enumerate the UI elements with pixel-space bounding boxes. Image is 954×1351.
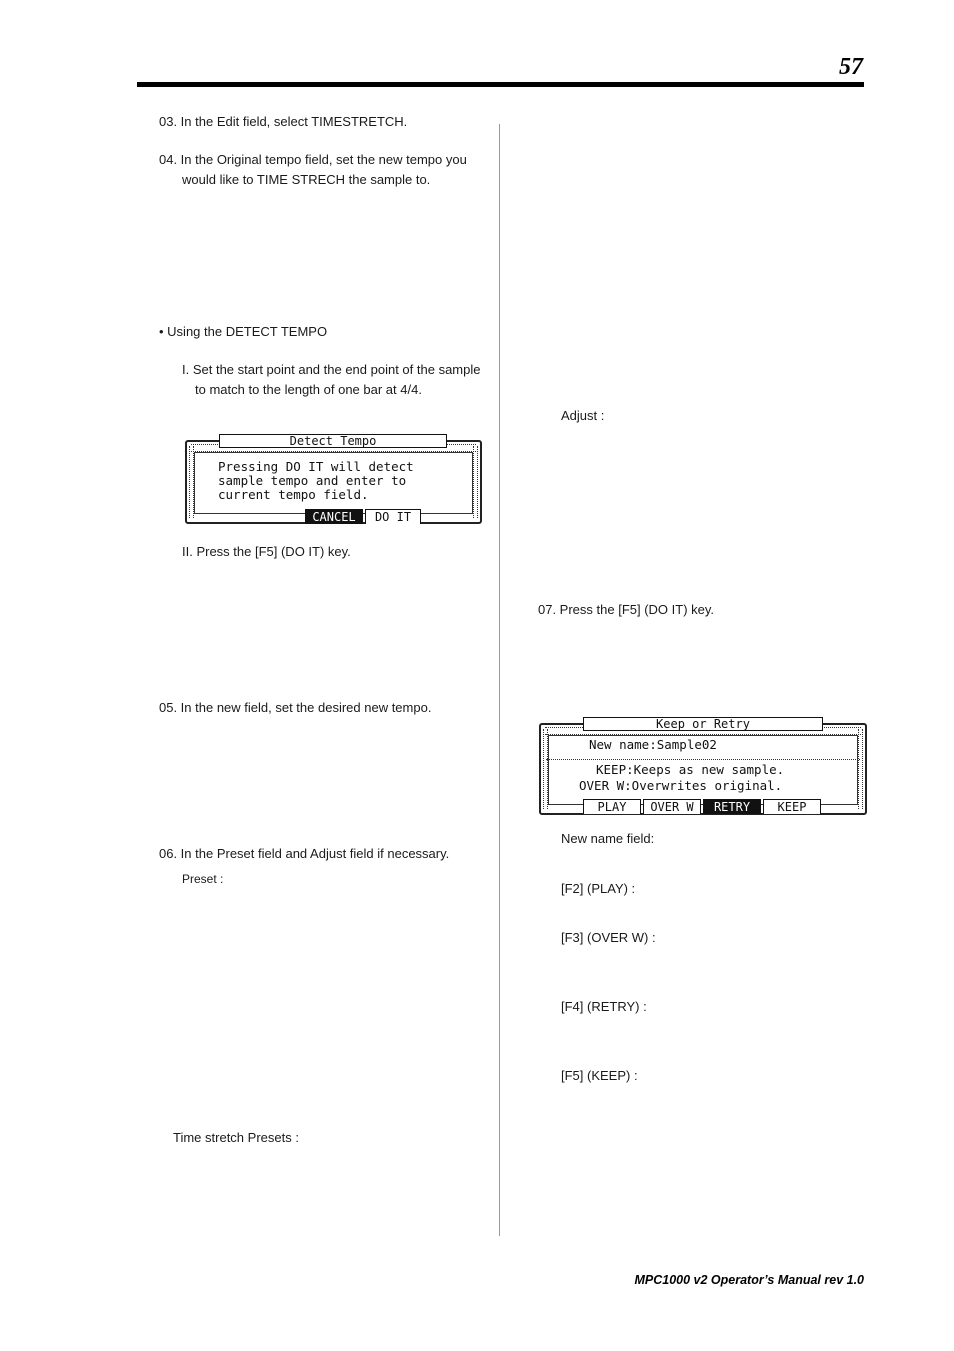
function-key-bar: [583, 799, 823, 814]
step-04-line-1: 04. In the Original tempo field, set the new tempo you: [159, 152, 467, 167]
detect-tempo-bullet: • Using the DETECT TEMPO: [159, 324, 328, 339]
cancel-button[interactable]: CANCEL: [305, 509, 363, 524]
substep-1-line-2: to match to the length of one bar at 4/4.: [195, 382, 422, 397]
preset-label: Preset :: [182, 872, 224, 886]
screen-text-line: current tempo field.: [218, 487, 369, 502]
step-03: 03. In the Edit field, select TIMESTRETCH.: [159, 114, 408, 129]
time-stretch-presets-label: Time stretch Presets :: [173, 1130, 299, 1145]
column-divider: [499, 124, 500, 1236]
keep-button[interactable]: KEEP: [763, 799, 821, 814]
substep-2: II. Press the [F5] (DO IT) key.: [182, 544, 351, 559]
page-number: 57: [839, 54, 863, 80]
manual-footer: MPC1000 v2 Operator’s Manual rev 1.0: [634, 1273, 864, 1287]
keep-description-line: KEEP:Keeps as new sample.: [596, 762, 785, 777]
f5-keep-label: [F5] (KEEP) :: [561, 1068, 638, 1083]
new-name-field-label: New name field:: [561, 831, 655, 846]
over-w-button[interactable]: OVER W: [643, 799, 701, 814]
f4-retry-label: [F4] (RETRY) :: [561, 999, 647, 1014]
over-w-description-line: OVER W:Overwrites original.: [579, 778, 783, 793]
screen-text-line: Pressing DO IT will detect: [218, 459, 414, 474]
step-05: 05. In the new field, set the desired new tempo.: [159, 700, 432, 715]
step-04-line-2: would like to TIME STRECH the sample to.: [182, 172, 431, 187]
play-button[interactable]: PLAY: [583, 799, 641, 814]
detect-tempo-screen: [185, 434, 482, 524]
step-06: 06. In the Preset field and Adjust field if necessary.: [159, 846, 450, 861]
retry-button[interactable]: RETRY: [703, 799, 761, 814]
keep-or-retry-screen: [539, 717, 867, 815]
substep-1-line-1: I. Set the start point and the end point of the sample: [182, 362, 481, 377]
f3-over-w-label: [F3] (OVER W) :: [561, 930, 656, 945]
adjust-label: Adjust :: [561, 408, 605, 423]
header-rule: [137, 82, 864, 87]
step-07: 07. Press the [F5] (DO IT) key.: [538, 602, 715, 617]
screen-text-line: sample tempo and enter to: [218, 473, 407, 488]
f2-play-label: [F2] (PLAY) :: [561, 881, 636, 896]
function-key-bar: [305, 509, 423, 524]
screen-title: Keep or Retry: [583, 717, 823, 731]
screen-title: Detect Tempo: [219, 434, 447, 448]
do-it-button[interactable]: DO IT: [365, 509, 421, 524]
new-name-line[interactable]: New name:Sample02: [589, 737, 717, 752]
